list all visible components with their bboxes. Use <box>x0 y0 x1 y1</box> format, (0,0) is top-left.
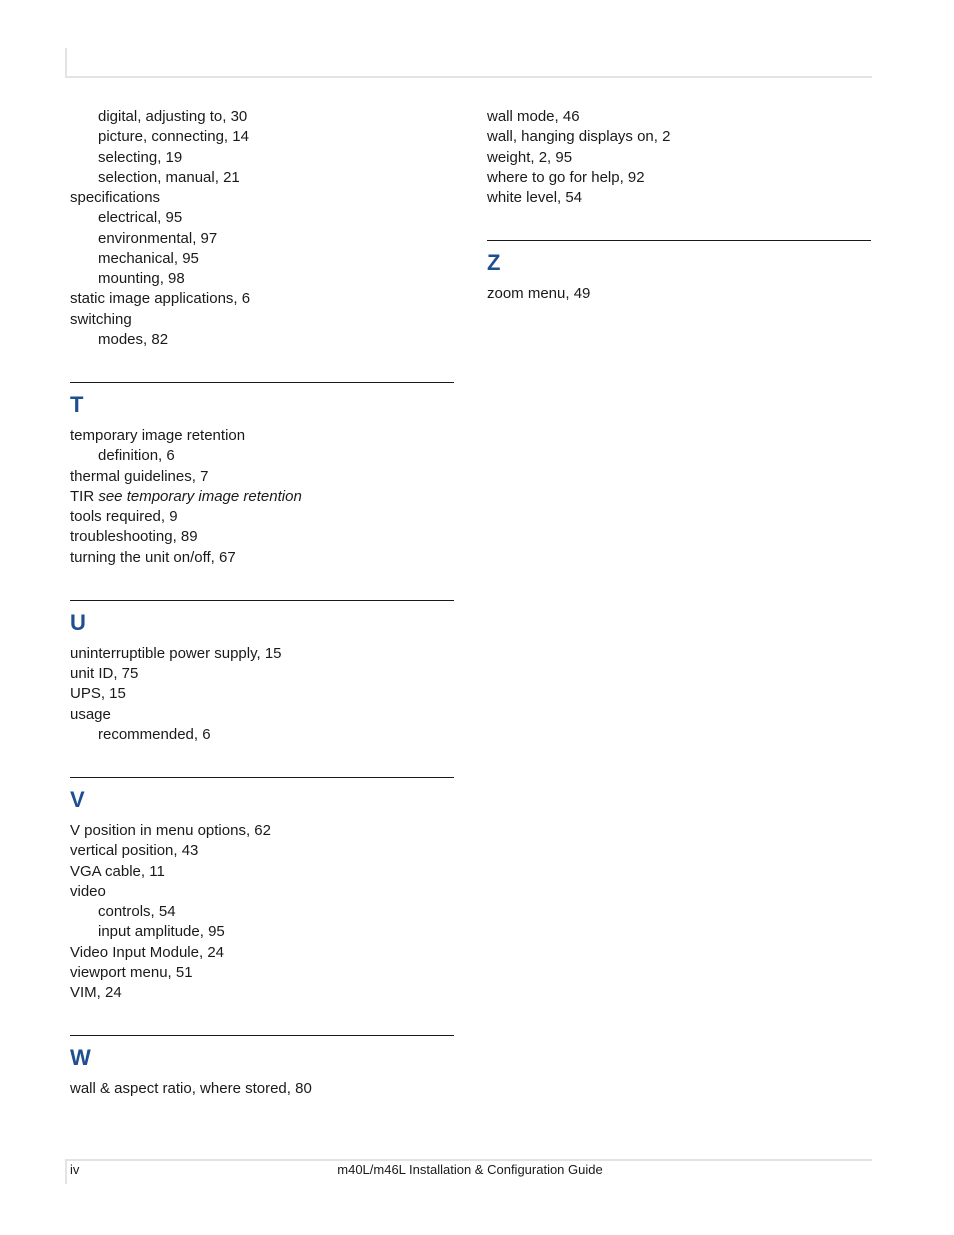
index-entry-text: weight, 2, 95 <box>487 148 573 166</box>
index-entry-text: turning the unit on/off, 67 <box>70 548 236 566</box>
index-entry-text: troubleshooting, 89 <box>70 528 198 546</box>
index-entry-text: recommended, 6 <box>98 725 211 743</box>
index-entry-input-amplitude-95 <box>70 922 454 942</box>
index-entry-vim-24 <box>70 983 454 1003</box>
index-entry-text: vertical position, 43 <box>70 842 199 860</box>
index-entry-text: uninterruptible power supply, 15 <box>70 644 282 662</box>
index-entry-selecting-19 <box>70 148 454 168</box>
index-entry-text: VIM, 24 <box>70 984 122 1001</box>
index-entry-text: controls, 54 <box>98 903 176 920</box>
index-entry-picture-connecting-14 <box>70 127 454 147</box>
section-rule-z <box>487 240 871 241</box>
index-entry-definition-6 <box>70 446 454 466</box>
section-letter-w: W <box>70 1045 91 1071</box>
footer-rule <box>66 1159 872 1161</box>
header-corner-mark <box>65 48 67 78</box>
index-entry-tir-see-temporary-image-retention <box>70 487 454 507</box>
index-entry-digital-adjusting-to-30 <box>70 107 454 127</box>
index-entry-text: wall, hanging displays on, 2 <box>487 128 671 146</box>
index-entry-temporary-image-retention <box>70 426 454 446</box>
index-entry-electrical-95 <box>70 208 454 228</box>
index-entry-weight-2-95 <box>487 148 871 168</box>
index-entry-text: TIR <box>70 487 99 505</box>
index-entry-usage <box>70 705 454 725</box>
header-rule <box>66 76 872 78</box>
index-entry-specifications <box>70 188 454 208</box>
index-entry-text: mounting, 98 <box>98 270 185 287</box>
index-entry-where-to-go-for-help-92 <box>487 168 871 188</box>
index-entry-vga-cable-11 <box>70 862 454 882</box>
index-entry-text: V position in menu options, 62 <box>70 822 271 839</box>
index-entry-text: viewport menu, 51 <box>70 963 193 981</box>
index-entry-tools-required-9 <box>70 507 454 527</box>
index-entry-mounting-98 <box>70 269 454 289</box>
section-rule-v <box>70 777 454 778</box>
index-entry-text: selection, manual, 21 <box>98 168 240 186</box>
section-rule-u <box>70 600 454 601</box>
index-entry-viewport-menu-51 <box>70 963 454 983</box>
index-entry-wall-hanging-displays-on-2 <box>487 127 871 147</box>
index-entry-text: picture, connecting, 14 <box>98 128 249 146</box>
index-column-left <box>70 107 454 1100</box>
index-entry-static-image-applications-6 <box>70 289 454 309</box>
footer-corner-mark <box>65 1159 67 1184</box>
index-entry-text: tools required, 9 <box>70 508 178 525</box>
index-entry-mechanical-95 <box>70 249 454 269</box>
index-entry-unit-id-75 <box>70 664 454 684</box>
document-title: m40L/m46L Installation & Configuration Guide <box>337 1162 603 1177</box>
index-entry-text: digital, adjusting to, 30 <box>98 108 248 125</box>
index-entry-environmental-97 <box>70 229 454 249</box>
index-entry-wall-aspect-ratio-where-stored-80 <box>70 1079 454 1099</box>
see-reference: see temporary image retention <box>98 487 302 505</box>
index-entry-text: wall mode, 46 <box>487 108 580 125</box>
page-number: iv <box>70 1162 80 1177</box>
index-entry-text: mechanical, 95 <box>98 249 199 267</box>
section-letter-v: V <box>70 787 85 812</box>
index-entry-text: specifications <box>70 189 161 206</box>
index-entry-uninterruptible-power-supply-15 <box>70 644 454 664</box>
index-entry-text: usage <box>70 705 111 723</box>
index-entry-zoom-menu-49 <box>487 284 871 304</box>
section-rule-t <box>70 382 454 383</box>
index-entry-switching <box>70 310 454 330</box>
index-entry-v-position-in-menu-options-62 <box>70 821 454 841</box>
section-letter-z: Z <box>487 250 501 276</box>
index-entry-text: UPS, 15 <box>70 685 126 703</box>
index-entry-text: wall & aspect ratio, where stored, 80 <box>70 1080 312 1098</box>
index-entry-ups-15 <box>70 684 454 704</box>
index-entry-modes-82 <box>70 330 454 350</box>
index-entry-text: modes, 82 <box>98 330 169 348</box>
index-entry-text: definition, 6 <box>98 447 175 465</box>
index-entry-text: environmental, 97 <box>98 229 218 247</box>
index-entry-vertical-position-43 <box>70 841 454 861</box>
index-entry-text: thermal guidelines, 7 <box>70 467 209 485</box>
index-entry-turning-the-unit-on-off-67 <box>70 548 454 568</box>
index-entry-text: temporary image retention <box>70 427 246 444</box>
index-entry-troubleshooting-89 <box>70 527 454 547</box>
index-entry-video-input-module-24 <box>70 943 454 963</box>
index-entry-thermal-guidelines-7 <box>70 467 454 487</box>
index-entry-text: input amplitude, 95 <box>98 923 225 941</box>
index-entry-wall-mode-46 <box>487 107 871 127</box>
index-column-right <box>487 107 871 305</box>
index-entry-selection-manual-21 <box>70 168 454 188</box>
index-entry-text: unit ID, 75 <box>70 665 139 682</box>
index-entry-text: white level, 54 <box>487 189 583 206</box>
index-entry-controls-54 <box>70 902 454 922</box>
index-entry-text: switching <box>70 310 132 328</box>
section-rule-w <box>70 1035 454 1036</box>
index-entry-recommended-6 <box>70 725 454 745</box>
index-entry-text: selecting, 19 <box>98 148 183 166</box>
section-letter-t: T <box>70 392 84 417</box>
section-letter-u: U <box>70 609 86 635</box>
index-entry-text: where to go for help, 92 <box>487 168 645 186</box>
index-entry-text: electrical, 95 <box>98 209 183 227</box>
index-entry-white-level-54 <box>487 188 871 208</box>
index-entry-text: static image applications, 6 <box>70 290 251 308</box>
index-entry-text: VGA cable, 11 <box>70 862 165 880</box>
index-entry-text: Video Input Module, 24 <box>70 943 225 961</box>
index-entry-text: zoom menu, 49 <box>487 285 591 303</box>
index-entry-text: video <box>70 882 106 900</box>
index-entry-video <box>70 882 454 902</box>
